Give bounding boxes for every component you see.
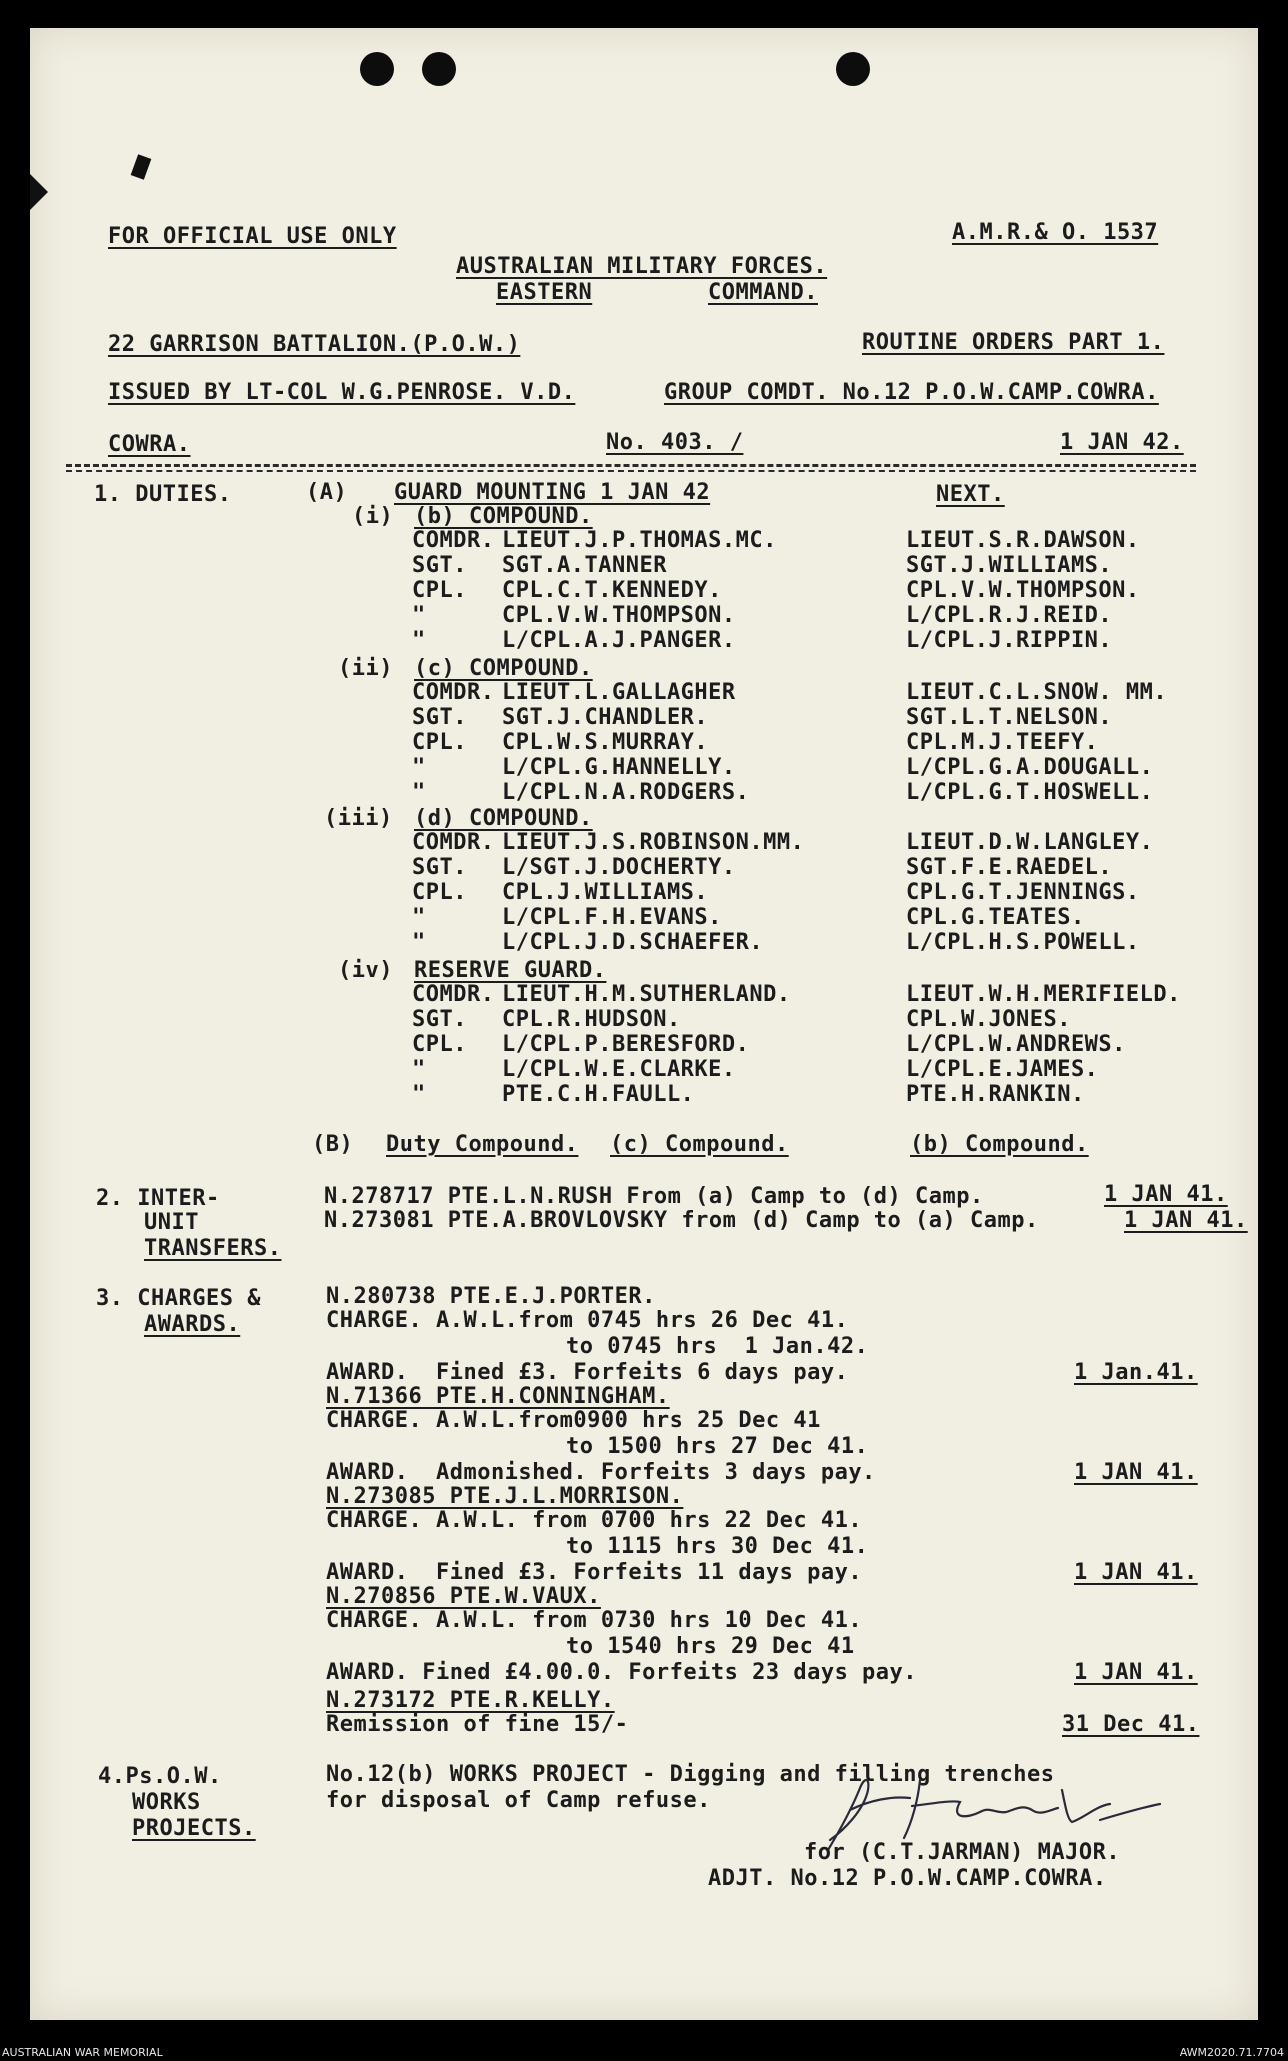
duty-rank: SGT. (412, 855, 467, 880)
transfer-line: N.273081 PTE.A.BROVLOVSKY from (d) Camp to (a) Camp. (324, 1208, 1039, 1233)
duty-rank: COMDR. (412, 982, 495, 1007)
duty-member: L/CPL.W.E.CLARKE. (502, 1057, 736, 1082)
duty-member: LIEUT.L.GALLAGHER (502, 680, 736, 705)
separator-line (66, 464, 1196, 467)
official-use-label: FOR OFFICIAL USE ONLY (108, 224, 397, 249)
charge-line: CHARGE. A.W.L.from 0745 hrs 26 Dec 41. (326, 1308, 849, 1333)
duty-next-member: CPL.W.JONES. (906, 1007, 1071, 1032)
works-line: No.12(b) WORKS PROJECT - Digging and filling trenches (326, 1762, 1055, 1787)
transfer-date: 1 JAN 41. (1104, 1182, 1228, 1207)
paper-mark (30, 174, 48, 210)
charge-line: CHARGE. A.W.L.from0900 hrs 25 Dec 41 (326, 1408, 821, 1433)
duty-next-member: SGT.L.T.NELSON. (906, 705, 1113, 730)
duty-rank: " (412, 755, 426, 780)
order-number: No. 403. / (606, 430, 744, 455)
charge-line: CHARGE. A.W.L. from 0730 hrs 10 Dec 41. (326, 1608, 863, 1633)
duties-heading: 1. DUTIES. (94, 482, 232, 507)
duty-rank: CPL. (412, 730, 467, 755)
order-reference: A.M.R.& O. 1537 (952, 220, 1159, 245)
group-number: (ii) (338, 656, 393, 681)
duty-next-member: L/CPL.R.J.REID. (906, 603, 1113, 628)
duty-next-member: CPL.G.T.JENNINGS. (906, 880, 1140, 905)
charge-line-continued: to 1540 hrs 29 Dec 41 (566, 1634, 855, 1659)
soldier-line: N.280738 PTE.E.J.PORTER. (326, 1284, 656, 1309)
remission-date: 31 Dec 41. (1062, 1712, 1200, 1737)
group-title: (d) COMPOUND. (414, 806, 593, 831)
duty-member: LIEUT.J.S.ROBINSON.MM. (502, 830, 805, 855)
group-title: (b) COMPOUND. (414, 504, 593, 529)
duty-next-member: L/CPL.G.A.DOUGALL. (906, 755, 1154, 780)
works-line: for disposal of Camp refuse. (326, 1788, 711, 1813)
issued-by: ISSUED BY LT-COL W.G.PENROSE. V.D. (108, 380, 576, 405)
duty-member: L/CPL.P.BERESFORD. (502, 1032, 750, 1057)
duty-next-member: PTE.H.RANKIN. (906, 1082, 1085, 1107)
duty-rank: CPL. (412, 1032, 467, 1057)
award-date: 1 JAN 41. (1074, 1660, 1198, 1685)
duty-member: L/CPL.F.H.EVANS. (502, 905, 722, 930)
separator-line (66, 470, 1196, 472)
duty-rank: " (412, 603, 426, 628)
transfers-heading-3: TRANSFERS. (144, 1236, 282, 1261)
duty-member: L/CPL.A.J.PANGER. (502, 628, 736, 653)
duty-next-member: L/CPL.H.S.POWELL. (906, 930, 1140, 955)
award-line: AWARD. Fined £3. Forfeits 6 days pay. (326, 1360, 849, 1385)
duty-rank: " (412, 628, 426, 653)
duty-rank: " (412, 1057, 426, 1082)
works-heading-2: WORKS (132, 1790, 201, 1815)
order-date: 1 JAN 42. (1060, 430, 1184, 455)
transfers-heading-1: 2. INTER- (96, 1186, 220, 1211)
group-number: (i) (352, 504, 394, 529)
next-heading: NEXT. (936, 482, 1005, 507)
duty-next-member: LIEUT.D.W.LANGLEY. (906, 830, 1154, 855)
soldier-line: N.71366 PTE.H.CONNINGHAM. (326, 1384, 670, 1409)
duty-member: L/CPL.G.HANNELLY. (502, 755, 736, 780)
duty-next-member: CPL.G.TEATES. (906, 905, 1085, 930)
command-left: EASTERN (496, 280, 593, 305)
duty-rank: " (412, 780, 426, 805)
duty-next-member: LIEUT.W.H.MERIFIELD. (906, 982, 1181, 1007)
duty-next-member: CPL.M.J.TEEFY. (906, 730, 1099, 755)
duty-rank: SGT. (412, 1007, 467, 1032)
forces-heading: AUSTRALIAN MILITARY FORCES. (456, 254, 828, 279)
transfer-date: 1 JAN 41. (1124, 1208, 1248, 1233)
routine-orders-heading: ROUTINE ORDERS PART 1. (862, 330, 1165, 355)
punch-hole (422, 52, 456, 86)
charges-heading-1: 3. CHARGES & (96, 1286, 261, 1311)
group-number: (iv) (338, 958, 393, 983)
duty-member: PTE.C.H.FAULL. (502, 1082, 695, 1107)
duty-rank: CPL. (412, 578, 467, 603)
adjutant-line: ADJT. No.12 P.O.W.CAMP.COWRA. (708, 1866, 1107, 1891)
duty-rank: COMDR. (412, 830, 495, 855)
group-commandant: GROUP COMDT. No.12 P.O.W.CAMP.COWRA. (664, 380, 1159, 405)
duty-member: CPL.V.W.THOMPSON. (502, 603, 736, 628)
duty-next-member: CPL.V.W.THOMPSON. (906, 578, 1140, 603)
punch-hole (360, 52, 394, 86)
charge-line: CHARGE. A.W.L. from 0700 hrs 22 Dec 41. (326, 1508, 863, 1533)
soldier-line: N.270856 PTE.W.VAUX. (326, 1584, 601, 1609)
works-heading-3: PROJECTS. (132, 1816, 256, 1841)
duty-next-member: LIEUT.C.L.SNOW. MM. (906, 680, 1168, 705)
duty-next-member: L/CPL.E.JAMES. (906, 1057, 1099, 1082)
transfers-heading-2: UNIT (144, 1210, 199, 1235)
charge-line-continued: to 1115 hrs 30 Dec 41. (566, 1534, 869, 1559)
duty-next-member: SGT.F.E.RAEDEL. (906, 855, 1113, 880)
charges-heading-2: AWARDS. (144, 1312, 241, 1337)
duty-member: LIEUT.J.P.THOMAS.MC. (502, 528, 777, 553)
works-heading-1: 4.Ps.O.W. (98, 1764, 222, 1789)
duty-member: CPL.C.T.KENNEDY. (502, 578, 722, 603)
duty-member: LIEUT.H.M.SUTHERLAND. (502, 982, 791, 1007)
duty-member: CPL.R.HUDSON. (502, 1007, 681, 1032)
duty-next-member: SGT.J.WILLIAMS. (906, 553, 1113, 578)
duty-rank: SGT. (412, 553, 467, 578)
award-date: 1 JAN 41. (1074, 1560, 1198, 1585)
award-line: AWARD. Fined £4.00.0. Forfeits 23 days pay. (326, 1660, 918, 1685)
award-line: AWARD. Admonished. Forfeits 3 days pay. (326, 1460, 876, 1485)
duty-next-member: LIEUT.S.R.DAWSON. (906, 528, 1140, 553)
duty-rank: " (412, 905, 426, 930)
duty-compound-label: Duty Compound. (386, 1132, 579, 1157)
duty-rank: COMDR. (412, 528, 495, 553)
footer-source: AUSTRALIAN WAR MEMORIAL (2, 2046, 163, 2059)
duty-next-member: L/CPL.W.ANDREWS. (906, 1032, 1126, 1057)
duty-compound-current: (c) Compound. (610, 1132, 789, 1157)
award-line: AWARD. Fined £3. Forfeits 11 days pay. (326, 1560, 863, 1585)
duty-rank: " (412, 1082, 426, 1107)
charge-line-continued: to 1500 hrs 27 Dec 41. (566, 1434, 869, 1459)
duty-member: CPL.J.WILLIAMS. (502, 880, 709, 905)
duty-rank: COMDR. (412, 680, 495, 705)
place-label: COWRA. (108, 432, 191, 457)
duty-rank: CPL. (412, 880, 467, 905)
battalion-heading: 22 GARRISON BATTALION.(P.O.W.) (108, 332, 521, 357)
soldier-line: N.273172 PTE.R.KELLY. (326, 1688, 615, 1713)
transfer-line: N.278717 PTE.L.N.RUSH From (a) Camp to (d) Camp. (324, 1184, 984, 1209)
award-date: 1 Jan.41. (1074, 1360, 1198, 1385)
duty-member: L/CPL.J.D.SCHAEFER. (502, 930, 764, 955)
command-right: COMMAND. (708, 280, 818, 305)
charge-line-continued: to 0745 hrs 1 Jan.42. (566, 1334, 869, 1359)
award-date: 1 JAN 41. (1074, 1460, 1198, 1485)
duty-rank: SGT. (412, 705, 467, 730)
soldier-line: N.273085 PTE.J.L.MORRISON. (326, 1484, 684, 1509)
guard-mounting-heading: GUARD MOUNTING 1 JAN 42 (394, 480, 711, 505)
group-title: (c) COMPOUND. (414, 656, 593, 681)
group-title: RESERVE GUARD. (414, 958, 607, 983)
footer-bar (0, 2044, 1288, 2061)
duty-compound-next: (b) Compound. (910, 1132, 1089, 1157)
paper-mark (131, 154, 152, 179)
duty-member: L/CPL.N.A.RODGERS. (502, 780, 750, 805)
duty-rank: " (412, 930, 426, 955)
duty-member: SGT.J.CHANDLER. (502, 705, 709, 730)
signatory-line: for (C.T.JARMAN) MAJOR. (804, 1840, 1121, 1865)
sub-section-b: (B) (312, 1132, 354, 1157)
duty-next-member: L/CPL.G.T.HOSWELL. (906, 780, 1154, 805)
duty-member: SGT.A.TANNER (502, 553, 667, 578)
remission-line: Remission of fine 15/- (326, 1712, 629, 1737)
duty-member: CPL.W.S.MURRAY. (502, 730, 709, 755)
sub-section-a: (A) (306, 480, 348, 505)
footer-accession: AWM2020.71.7704 (1179, 2046, 1284, 2059)
duty-next-member: L/CPL.J.RIPPIN. (906, 628, 1113, 653)
group-number: (iii) (324, 806, 393, 831)
punch-hole (836, 52, 870, 86)
duty-member: L/SGT.J.DOCHERTY. (502, 855, 736, 880)
